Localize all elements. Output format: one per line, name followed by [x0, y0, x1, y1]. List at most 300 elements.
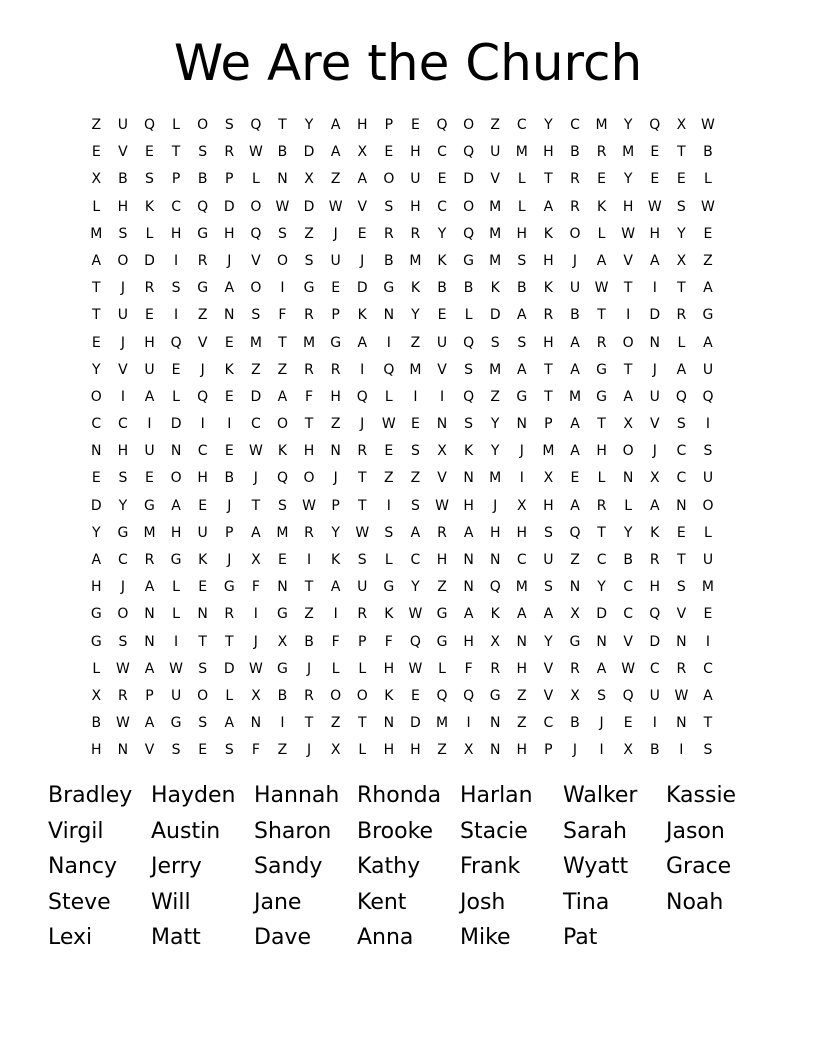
grid-letter: N [170, 443, 182, 460]
grid-letter: H [516, 742, 528, 759]
grid-letter: W [435, 497, 449, 514]
grid-letter: W [169, 660, 183, 677]
grid-letter: Q [463, 334, 475, 351]
grid-letter: Z [91, 117, 102, 133]
grid-letter: W [621, 660, 636, 677]
grid-letter: E [650, 171, 660, 188]
grid-letter: G [170, 715, 182, 732]
grid-letter: X [490, 633, 500, 650]
grid-letter: R [596, 144, 607, 161]
grid-letter: F [251, 579, 260, 596]
grid-letter: N [569, 579, 581, 596]
grid-letter: A [144, 579, 155, 596]
grid-letter: V [437, 470, 447, 487]
grid-letter: S [224, 117, 234, 133]
grid-letter: L [172, 117, 180, 133]
grid-letter: H [463, 633, 474, 650]
grid-letter: N [516, 633, 528, 650]
grid-letter: H [356, 117, 368, 133]
grid-letter: E [597, 171, 606, 188]
grid-letter: I [174, 252, 179, 269]
grid-letter: M [143, 524, 156, 541]
grid-letter: G [277, 660, 288, 677]
grid-letter: B [703, 144, 713, 161]
word-list-item: Kassie [666, 783, 737, 808]
grid-letter: P [145, 687, 154, 704]
grid-letter: E [410, 117, 420, 133]
grid-letter: S [224, 742, 234, 759]
word-list-item: Sandy [254, 854, 323, 880]
grid-letter: A [596, 660, 607, 677]
grid-letter: J [652, 443, 657, 460]
grid-letter: A [277, 388, 288, 405]
grid-letter: C [437, 198, 447, 215]
grid-letter: T [357, 497, 367, 514]
grid-letter: Y [544, 117, 553, 133]
grid-letter: H [436, 552, 448, 568]
grid-letter: G [197, 225, 209, 242]
grid-letter: I [413, 388, 418, 405]
grid-letter: Z [384, 470, 394, 487]
grid-letter: W [647, 198, 662, 215]
grid-letter: W [355, 524, 370, 541]
grid-letter: C [570, 117, 580, 133]
grid-letter: Z [490, 117, 500, 133]
grid-letter: H [224, 225, 235, 242]
grid-letter: J [120, 280, 125, 297]
grid-letter: Z [251, 361, 261, 378]
grid-letter: M [568, 388, 582, 405]
grid-letter: I [679, 742, 684, 759]
grid-letter: T [623, 280, 633, 297]
grid-letter: A [144, 660, 155, 677]
grid-letter: V [676, 606, 687, 623]
grid-letter: S [251, 307, 261, 324]
grid-letter: G [303, 280, 315, 297]
grid-letter: N [144, 633, 155, 650]
grid-letter: S [676, 416, 686, 433]
grid-letter: X [676, 252, 687, 269]
grid-letter: A [463, 524, 474, 541]
grid-letter: W [302, 497, 316, 514]
grid-letter: O [117, 606, 129, 623]
grid-letter: Z [517, 715, 527, 732]
grid-letter: W [674, 687, 689, 704]
word-list-item: Hannah [254, 783, 340, 808]
grid-letter: F [384, 633, 393, 650]
grid-letter: S [703, 443, 713, 460]
grid-letter: F [464, 660, 473, 677]
grid-letter: E [570, 470, 580, 487]
grid-letter: K [144, 198, 155, 215]
grid-letter: A [517, 307, 527, 324]
grid-letter: S [597, 687, 607, 704]
grid-letter: M [435, 715, 449, 732]
grid-letter: H [649, 225, 661, 242]
grid-letter: U [330, 252, 341, 269]
grid-letter: T [224, 633, 234, 650]
grid-letter: N [197, 606, 208, 623]
grid-letter: B [277, 687, 288, 704]
grid-letter: G [383, 280, 395, 297]
grid-letter: G [144, 497, 155, 514]
grid-letter: K [410, 280, 421, 297]
grid-letter: T [544, 388, 553, 405]
grid-letter: G [170, 552, 182, 568]
grid-letter: C [703, 660, 713, 677]
grid-letter: I [174, 633, 179, 650]
grid-letter: X [330, 742, 341, 759]
grid-letter: U [170, 687, 182, 704]
grid-letter: R [410, 225, 421, 242]
grid-letter: W [248, 144, 263, 161]
grid-letter: B [516, 280, 527, 297]
grid-letter: I [386, 334, 391, 351]
grid-letter: Q [649, 117, 661, 133]
grid-letter: O [383, 171, 395, 188]
grid-letter: Q [463, 225, 475, 242]
grid-letter: S [517, 252, 527, 269]
grid-letter: A [649, 252, 660, 269]
grid-letter: S [304, 252, 314, 269]
grid-letter: I [626, 307, 631, 324]
grid-letter: H [622, 198, 634, 215]
grid-letter: Q [436, 117, 448, 133]
grid-letter: O [622, 334, 634, 351]
grid-letter: G [436, 633, 448, 650]
grid-letter: R [596, 497, 607, 514]
grid-letter: U [144, 443, 155, 460]
grid-letter: C [516, 117, 527, 133]
grid-letter: C [197, 443, 208, 460]
grid-letter: E [224, 443, 234, 460]
grid-letter: G [330, 334, 342, 351]
grid-letter: L [624, 497, 633, 514]
grid-letter: N [463, 470, 474, 487]
grid-letter: S [278, 497, 287, 514]
grid-letter: V [118, 361, 128, 378]
grid-letter: J [572, 252, 578, 269]
grid-letter: A [224, 280, 235, 297]
word-list-item: Walker [563, 783, 638, 808]
grid-letter: G [463, 252, 475, 269]
grid-letter: V [251, 252, 261, 269]
grid-letter: V [490, 171, 500, 188]
grid-letter: E [384, 443, 394, 460]
grid-letter: L [517, 171, 526, 188]
grid-letter: L [358, 742, 367, 759]
grid-letter: R [304, 361, 314, 378]
grid-letter: C [516, 552, 527, 568]
grid-letter: R [144, 280, 155, 297]
grid-letter: A [703, 334, 713, 351]
grid-letter: W [248, 660, 263, 677]
grid-letter: R [304, 307, 314, 324]
grid-letter: H [649, 579, 661, 596]
word-list-item: Sarah [563, 818, 627, 844]
grid-letter: X [251, 687, 261, 704]
grid-letter: T [677, 552, 686, 568]
grid-letter: W [248, 443, 263, 460]
grid-letter: D [303, 144, 315, 161]
grid-letter: E [623, 715, 633, 732]
word-list-item: Kent [357, 889, 407, 915]
grid-letter: L [172, 388, 180, 405]
grid-letter: J [227, 552, 232, 568]
grid-letter: P [225, 524, 234, 541]
grid-letter: G [596, 388, 607, 405]
grid-letter: M [622, 144, 635, 161]
grid-letter: R [490, 660, 501, 677]
grid-letter: M [489, 361, 502, 378]
grid-letter: F [305, 388, 314, 405]
grid-letter: O [463, 117, 475, 133]
grid-letter: H [489, 524, 501, 541]
grid-letter: H [117, 443, 129, 460]
grid-letter: C [118, 552, 128, 568]
grid-letter: T [544, 171, 553, 188]
word-list-item: Harlan [460, 783, 533, 808]
grid-letter: W [381, 416, 396, 433]
grid-letter: T [677, 280, 686, 297]
grid-letter: V [543, 687, 554, 704]
grid-letter: L [384, 388, 393, 405]
grid-letter: X [570, 687, 580, 704]
grid-letter: B [224, 470, 235, 487]
grid-letter: D [90, 497, 102, 514]
grid-letter: K [490, 606, 500, 623]
grid-letter: K [331, 552, 341, 568]
grid-letter: T [703, 715, 713, 732]
grid-letter: A [517, 361, 527, 378]
grid-letter: M [489, 225, 502, 242]
grid-letter: K [437, 252, 447, 269]
grid-letter: T [623, 361, 633, 378]
word-list-item: Anna [357, 925, 414, 951]
grid-letter: S [278, 225, 287, 242]
grid-letter: A [91, 252, 102, 269]
grid-letter: G [277, 606, 288, 623]
grid-letter: E [331, 280, 341, 297]
grid-letter: S [198, 660, 208, 677]
grid-letter: L [597, 225, 606, 242]
grid-letter: I [652, 280, 657, 297]
grid-letter: A [357, 171, 368, 188]
grid-letter: Q [409, 633, 421, 650]
grid-letter: A [330, 117, 341, 133]
grid-letter: A [517, 606, 527, 623]
word-list-item: Josh [460, 889, 506, 915]
grid-letter: P [544, 742, 553, 759]
grid-letter: A [171, 497, 181, 514]
grid-letter: H [516, 524, 528, 541]
grid-letter: A [703, 687, 713, 704]
grid-letter: C [649, 660, 660, 677]
grid-letter: W [408, 660, 423, 677]
grid-letter: A [676, 361, 687, 378]
grid-letter: D [649, 307, 661, 324]
grid-letter: I [652, 715, 657, 732]
word-list-item: Noah [666, 889, 724, 915]
grid-letter: X [623, 742, 633, 759]
grid-letter: A [570, 416, 580, 433]
grid-letter: E [676, 524, 686, 541]
grid-letter: J [360, 416, 365, 433]
grid-letter: J [306, 742, 312, 759]
grid-letter: N [489, 715, 501, 732]
grid-letter: E [703, 606, 713, 623]
grid-letter: P [544, 416, 553, 433]
grid-letter: D [223, 660, 235, 677]
grid-letter: L [225, 687, 234, 704]
grid-letter: E [224, 388, 234, 405]
grid-letter: I [519, 470, 524, 487]
grid-letter: M [489, 198, 502, 215]
grid-letter: I [174, 307, 179, 324]
grid-letter: K [650, 524, 660, 541]
grid-letter: N [489, 552, 501, 568]
grid-letter: G [596, 361, 607, 378]
grid-letter: J [572, 742, 578, 759]
grid-letter: N [463, 579, 474, 596]
grid-letter: D [223, 198, 235, 215]
grid-letter: Q [436, 687, 448, 704]
grid-letter: Y [623, 171, 633, 188]
grid-letter: Z [410, 470, 421, 487]
grid-letter: J [120, 334, 125, 351]
grid-letter: S [703, 742, 713, 759]
grid-letter: F [278, 307, 287, 324]
grid-letter: N [676, 497, 687, 514]
grid-letter: H [170, 225, 182, 242]
grid-letter: I [280, 280, 285, 297]
grid-letter: I [120, 388, 125, 405]
grid-letter: R [304, 524, 314, 541]
grid-letter: Y [411, 307, 420, 324]
grid-letter: L [251, 171, 260, 188]
grid-letter: N [383, 307, 395, 324]
grid-letter: Q [250, 225, 262, 242]
grid-letter: W [621, 225, 636, 242]
grid-letter: G [569, 633, 581, 650]
grid-letter: G [516, 388, 528, 405]
grid-letter: K [198, 552, 208, 568]
grid-letter: S [384, 524, 394, 541]
grid-letter: O [197, 687, 209, 704]
grid-letter: L [704, 171, 712, 188]
grid-letter: L [92, 660, 101, 677]
grid-letter: S [171, 280, 181, 297]
grid-letter: P [331, 307, 340, 324]
grid-letter: B [623, 552, 633, 568]
grid-letter: A [703, 280, 713, 297]
grid-letter: J [120, 579, 125, 596]
grid-letter: H [516, 225, 528, 242]
grid-letter: O [276, 416, 288, 433]
word-list-item: Will [151, 889, 191, 915]
grid-letter: Y [437, 225, 447, 242]
grid-letter: V [197, 334, 208, 351]
grid-letter: E [410, 687, 420, 704]
grid-letter: O [622, 443, 634, 460]
word-list-item: Hayden [151, 783, 236, 808]
grid-letter: H [410, 144, 421, 161]
grid-letter: Q [569, 524, 581, 541]
grid-letter: Q [197, 388, 209, 405]
grid-letter: X [277, 633, 288, 650]
grid-letter: G [197, 280, 209, 297]
grid-letter: B [304, 633, 314, 650]
grid-letter: Y [92, 524, 101, 541]
grid-letter: Z [277, 742, 288, 759]
word-list-item: Austin [151, 818, 221, 844]
grid-letter: I [333, 606, 338, 623]
grid-letter: T [544, 361, 553, 378]
word-list-item: Dave [254, 925, 311, 951]
grid-letter: F [251, 742, 260, 759]
grid-letter: Q [383, 361, 395, 378]
grid-letter: E [91, 144, 101, 161]
grid-letter: L [704, 524, 712, 541]
word-list-item: Virgil [48, 818, 104, 844]
word-list-item: Jerry [151, 854, 202, 880]
grid-letter: L [597, 470, 606, 487]
grid-letter: N [277, 171, 288, 188]
grid-letter: J [333, 470, 338, 487]
grid-letter: Y [411, 579, 420, 596]
grid-letter: Z [277, 361, 288, 378]
grid-letter: T [304, 579, 314, 596]
grid-letter: E [198, 742, 208, 759]
grid-letter: Z [330, 715, 341, 732]
grid-letter: R [357, 443, 368, 460]
grid-letter: E [198, 497, 208, 514]
grid-letter: Y [544, 633, 553, 650]
grid-letter: Z [330, 416, 341, 433]
grid-letter: E [224, 334, 234, 351]
grid-letter: D [596, 606, 607, 623]
grid-letter: K [277, 443, 288, 460]
grid-letter: E [437, 307, 447, 324]
grid-letter: H [410, 742, 421, 759]
puzzle-title: We Are the Church [173, 34, 643, 92]
grid-letter: S [357, 552, 367, 568]
grid-letter: T [251, 497, 261, 514]
grid-letter: V [437, 361, 447, 378]
grid-letter: R [570, 660, 580, 677]
grid-letter: L [358, 660, 367, 677]
grid-letter: K [384, 687, 394, 704]
grid-letter: L [677, 334, 686, 351]
grid-letter: Z [330, 171, 341, 188]
grid-letter: S [410, 443, 420, 460]
grid-letter: L [92, 198, 101, 215]
grid-letter: C [623, 606, 634, 623]
grid-letter: H [463, 497, 474, 514]
grid-letter: N [649, 334, 660, 351]
grid-letter: V [623, 633, 633, 650]
grid-letter: N [676, 633, 687, 650]
grid-letter: I [147, 416, 152, 433]
grid-letter: N [436, 416, 448, 433]
grid-letter: T [677, 144, 686, 161]
grid-letter: O [356, 687, 368, 704]
grid-letter: U [569, 280, 581, 297]
grid-letter: R [383, 225, 394, 242]
grid-letter: E [145, 470, 154, 487]
grid-letter: K [357, 307, 367, 324]
word-list-item: Brooke [357, 818, 434, 844]
